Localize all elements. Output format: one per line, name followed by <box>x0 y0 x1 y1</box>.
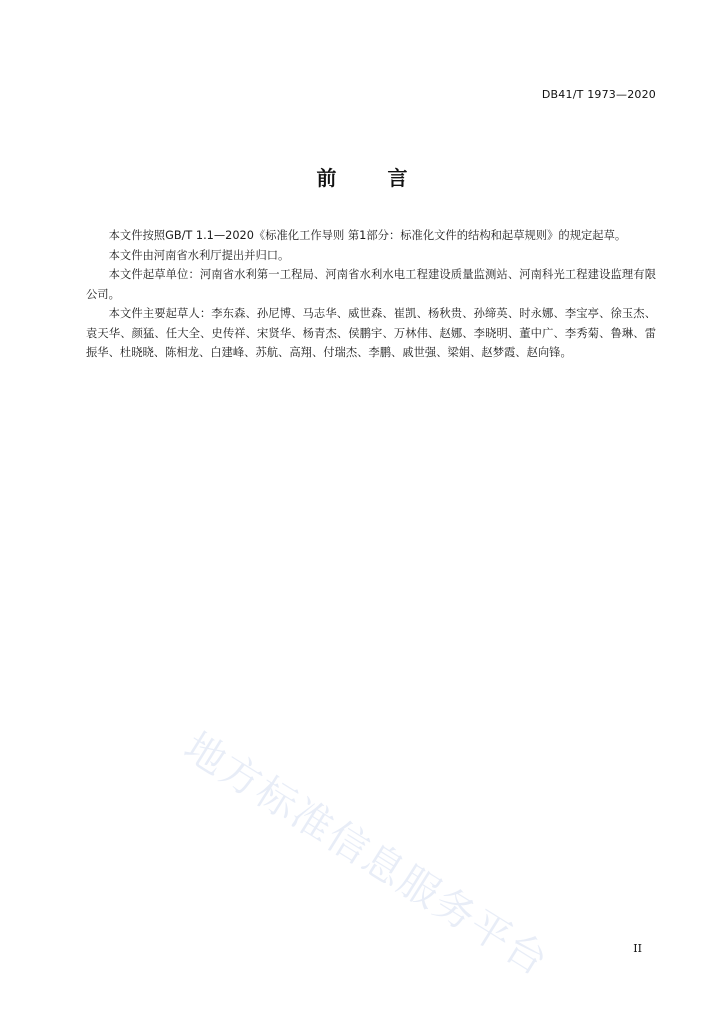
paragraph-drafting-rules: 本文件按照GB/T 1.1—2020《标准化工作导则 第1部分：标准化文件的结构和起草规则》的规定起草。 <box>108 229 627 242</box>
paragraph-drafters: 本文件主要起草人：李东森、孙尼博、马志华、威世森、崔凯、杨秋贵、孙缔英、时永娜、李宝亭、徐玉杰、袁天华、颜猛、任大全、史传祥、宋贤华、杨青杰、侯鹏宇、万林伟、赵娜、李晓明、董中广、李秀菊、鲁琳、雷振华、杜晓晓、陈相龙、白建峰、苏航、高翔、付瑞杰、李鹏、戚世强、梁娟、赵梦霞、赵向锋。 <box>86 307 656 359</box>
page-number: II <box>633 942 642 955</box>
foreword-body <box>86 226 656 363</box>
standard-code: DB41/T 1973—2020 <box>541 88 656 101</box>
paragraph-proposer: 本文件由河南省水利厅提出并归口。 <box>108 248 290 262</box>
watermark: 地方标准信息服务平台 <box>175 723 557 986</box>
page-title: 前 言 <box>316 166 430 190</box>
paragraph-drafting-units: 本文件起草单位：河南省水利第一工程局、河南省水利水电工程建设质量监测站、河南科光工程建设监理有限公司。 <box>86 268 656 301</box>
